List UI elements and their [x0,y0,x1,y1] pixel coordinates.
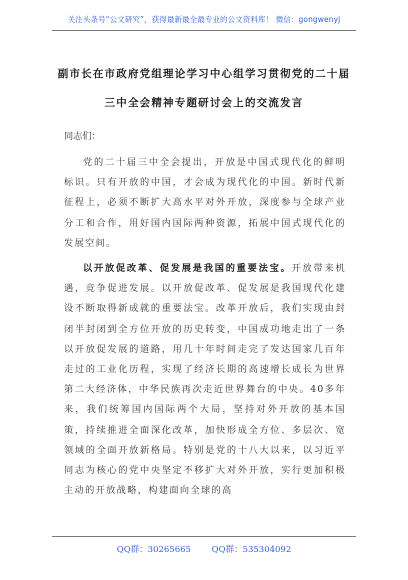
footer-divider [52,536,356,537]
footer-contacts [0,543,408,555]
header-divider [52,30,356,31]
paragraph-2 [64,259,346,522]
paragraph-2-body: 开放带来机遇，竞争促进发展。以开放促改革、促发展是我国现代化建设不断取得新成就的重要法宝。改革开放后，我们实现由封闭半封闭到全方位开放的历史转变，中国成功地走出了一条以开放促发展的道路，用几十年时间走完了发达国家几百年走过的工业化历程，实现了经济长期的高速增长成长为世界第二大经济体，中华民族再次走近世界舞台的中央。40多年来，我们统筹国内国际两个大局，坚持对外开放的基本国策，持续推进全面深化改革，加快形成全方位、多层次、宽领域的全面开放新格局。特别是党的十八大以来，以习近平同志为核心的党中央坚定不移扩大对外开放，实行更加积极主动的开放战略，构建面向全球的高 [64,263,346,497]
header-banner: 关注头条号“公文研究”，获得最新最全最专业的公文资料库！ 微信：gongwenyj [67,15,341,24]
document-title-line-1: 副市长在市政府党组理论学习中心组学习贯彻党的二十届 [57,68,351,80]
paragraph-1: 党的二十届三中全会提出，开放是中国式现代化的鲜明标识。只有开放的中国，才会成为现代化的中国。新时代新征程上，必须不断扩大高水平对外开放，深度参与全球产业分工和合作，用好国内国际两种资源，拓展中国式现代化的发展空间。 [64,157,346,249]
footer-qq-group-1: QQ群：30265665 [116,545,191,555]
document-title-line-2: 三中全会精神专题研讨会上的交流发言 [104,97,304,109]
paragraph-2-heading: 以开放促改革、促发展是我国的重要法宝。 [83,263,292,274]
greeting: 同志们： [64,131,101,142]
footer-qq-group-2: QQ群：535304092 [211,545,292,555]
